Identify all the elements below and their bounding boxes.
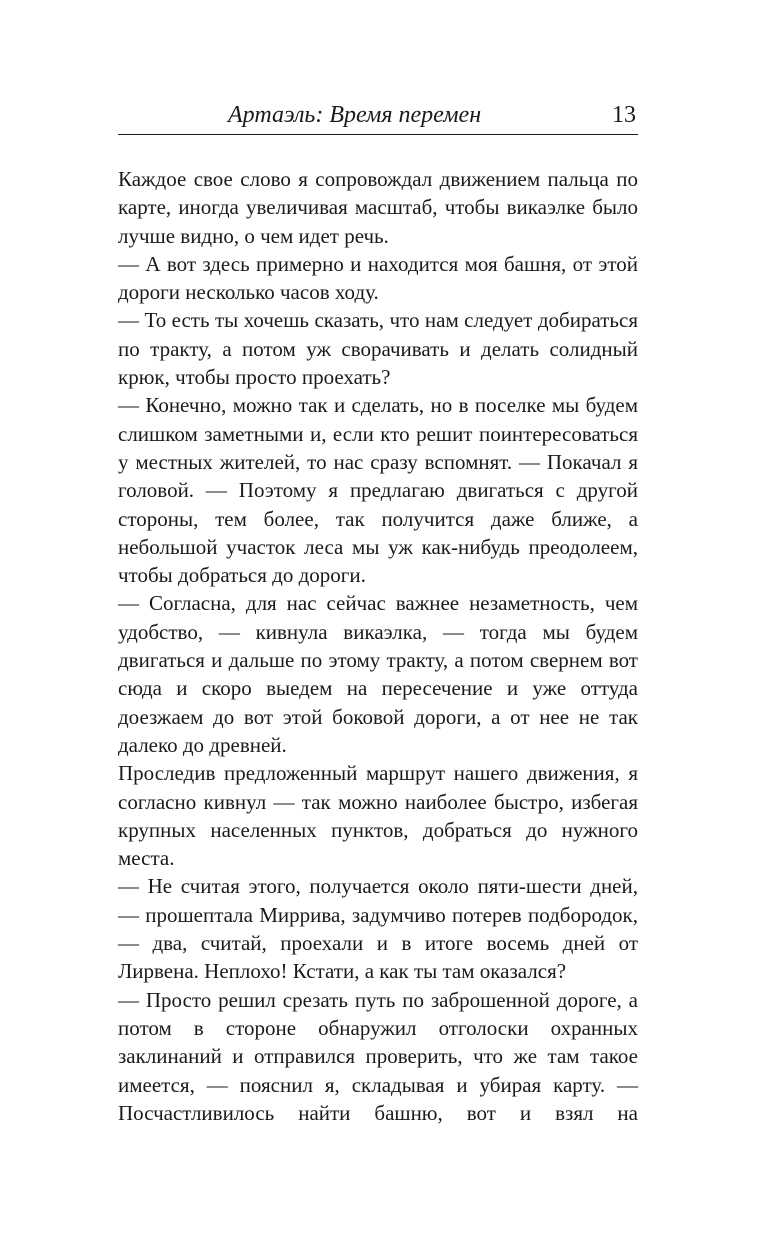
page-body [118, 165, 638, 1127]
book-title: Артаэль: Время перемен [228, 102, 482, 128]
paragraph: — Не считая этого, получается около пяти-шести дней, — прошептала Миррива, задумчиво потерев подбородок, — два, считай, проехали и в итоге восемь дней от Лирвена. Неплохо! Кстати, а как ты там оказался? [118, 874, 638, 984]
paragraph: — То есть ты хочешь сказать, что нам следует добираться по тракту, а потом уж сворачивать и делать солидный крюк, чтобы просто проехать? [118, 308, 638, 390]
page-number: 13 [612, 102, 636, 128]
paragraph: — Конечно, можно так и сделать, но в поселке мы будем слишком заметными и, если кто решит поинтересоваться у местных жителей, то нас сразу вспомнят. — Покачал я головой. — Поэтому я предлагаю двигаться с другой стороны, тем более, так получится даже ближе, а небольшой участок леса мы уж как-нибудь преодолеем, чтобы добраться до дороги. [118, 393, 638, 588]
paragraph: Каждое свое слово я сопровождал движением пальца по карте, иногда увеличивая масштаб, чтобы викаэлке было лучше видно, о чем идет речь. [118, 167, 638, 248]
paragraph: Проследив предложенный маршрут нашего движения, я согласно кивнул — так можно наиболее быстро, избегая крупных населенных пунктов, добраться до нужного места. [118, 761, 638, 871]
paragraph: — Просто решил срезать путь по заброшенной дороге, а потом в стороне обнаружил отголоски охранных заклинаний и отправился проверить, что же там такое имеется, — пояснил я, складывая и убирая карту. — Посчастливилось найти башню, вот и взял на [118, 987, 638, 1125]
running-header [118, 98, 638, 135]
paragraph: — А вот здесь примерно и находится моя башня, от этой дороги несколько часов ходу. [118, 251, 638, 305]
paragraph: — Согласна, для нас сейчас важнее незаметность, чем удобство, — кивнула викаэлка, — тогда мы будем двигаться и дальше по этому тракту, а потом свернем вот сюда и скоро выедем на пересечение и уже оттуда доезжаем до вот этой боковой дороги, а от нее не так далеко до древней. [118, 591, 638, 757]
